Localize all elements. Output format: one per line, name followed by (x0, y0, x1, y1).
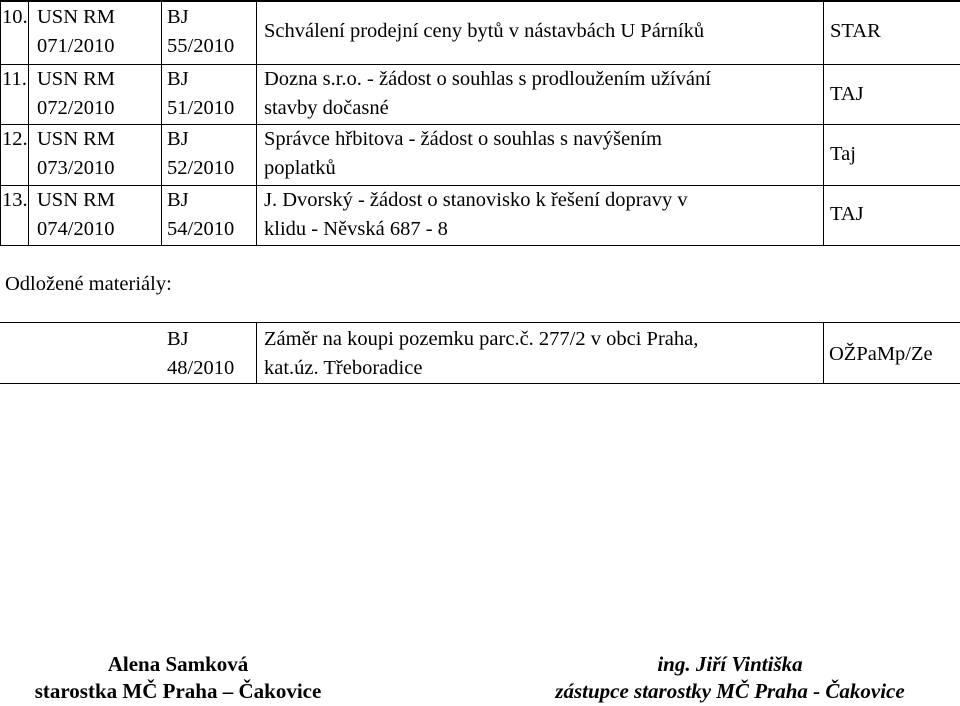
grid-line (823, 0, 824, 246)
responsible: OŽPaMp/Ze (829, 343, 933, 365)
bj-number: 55/2010 (167, 35, 235, 57)
subject-line: Dozna s.r.o. - žádost o souhlas s prodloužením užívání (264, 68, 711, 90)
subject-line: poplatků (264, 157, 336, 179)
usn-label: USN RM (37, 189, 116, 211)
subject-line: Schválení prodejní ceny bytů v nástavbách U Párníků (264, 20, 705, 42)
usn-number: 074/2010 (37, 218, 115, 240)
subject-line: Záměr na koupi pozemku parc.č. 277/2 v obci Praha, (264, 328, 699, 350)
signature-name: ing. Jiří Vintiška (657, 652, 803, 676)
row-number: 13. (2, 189, 28, 211)
row-number: 11. (2, 68, 27, 90)
bj-label: BJ (167, 328, 189, 350)
responsible: TAJ (830, 203, 864, 225)
signature-name: Alena Samková (107, 652, 249, 676)
grid-line (0, 383, 960, 384)
usn-label: USN RM (37, 6, 116, 28)
responsible: Taj (830, 143, 856, 165)
responsible: STAR (830, 20, 881, 42)
subject-line: stavby dočasné (264, 97, 389, 119)
usn-label: USN RM (37, 68, 116, 90)
grid-line (0, 0, 1, 246)
bj-number: 54/2010 (167, 218, 235, 240)
subject-line: J. Dvorský - žádost o stanovisko k řešení dopravy v (264, 189, 688, 211)
usn-number: 071/2010 (37, 35, 115, 57)
responsible: TAJ (830, 83, 864, 105)
deferred-heading: Odložené materiály: (5, 273, 172, 295)
grid-line (161, 0, 162, 246)
signature-title: starostka MČ Praha – Čakovice (34, 679, 322, 703)
subject-line: kat.úz. Třeboradice (264, 357, 423, 379)
grid-line (0, 245, 960, 246)
usn-number: 073/2010 (37, 157, 115, 179)
grid-line (256, 322, 257, 384)
bj-number: 52/2010 (167, 157, 235, 179)
grid-line (0, 322, 960, 323)
bj-label: BJ (167, 68, 189, 90)
bj-label: BJ (167, 189, 189, 211)
grid-line (28, 0, 29, 246)
bj-label: BJ (167, 128, 189, 150)
row-number: 12. (2, 128, 28, 150)
subject-line: Správce hřbitova - žádost o souhlas s navýšením (264, 128, 662, 150)
bj-number: 51/2010 (167, 97, 235, 119)
usn-number: 072/2010 (37, 97, 115, 119)
bj-number: 48/2010 (167, 357, 235, 379)
grid-line (823, 322, 824, 384)
grid-line (0, 0, 960, 2)
subject-line: klidu - Něvská 687 - 8 (264, 218, 448, 240)
row-number: 10. (2, 6, 28, 28)
bj-label: BJ (167, 6, 189, 28)
signature-title: zástupce starostky MČ Praha - Čakovice (555, 679, 905, 703)
usn-label: USN RM (37, 128, 116, 150)
grid-line (256, 0, 257, 246)
